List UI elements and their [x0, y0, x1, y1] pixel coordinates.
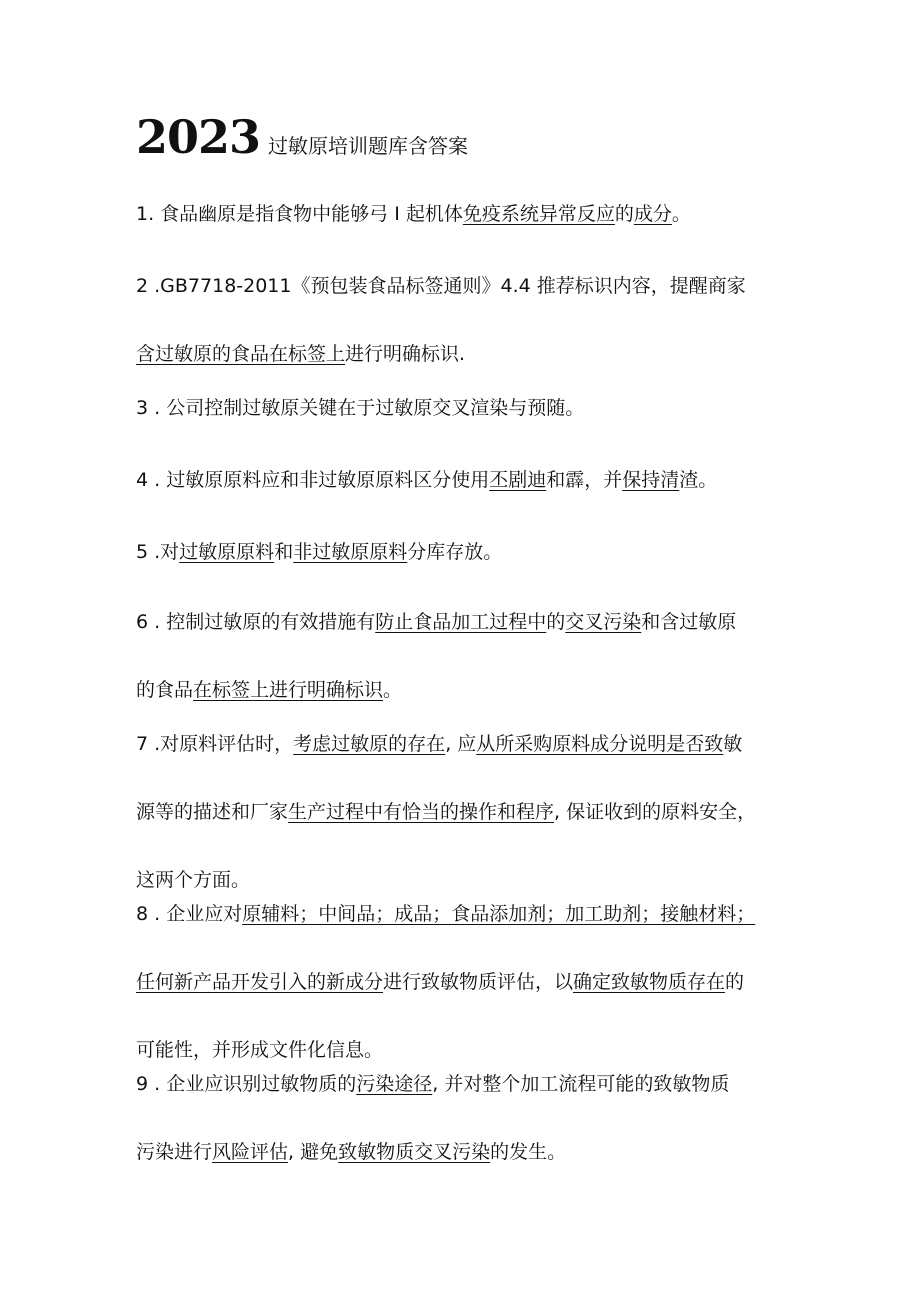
- question-5-line-1: [136, 518, 816, 586]
- text-run: 和: [274, 541, 294, 563]
- question-6: [136, 588, 816, 724]
- text-run: 进行致敏物质评估，以: [383, 971, 574, 993]
- question-1-line-1: [136, 180, 816, 248]
- text-run: 的发生。: [490, 1141, 567, 1163]
- answer-run: 防止食品加工过程中: [375, 611, 547, 633]
- answer-run: 过敏原原料: [179, 541, 275, 563]
- question-8-line-2: [136, 948, 816, 1016]
- text-run: , 避免: [288, 1141, 339, 1163]
- text-run: 8 . 企业应对: [136, 903, 243, 925]
- question-2-line-1: [136, 252, 816, 320]
- answer-run: 成分: [633, 203, 672, 225]
- answer-run: 任何新产品开发引入的新成分: [136, 971, 384, 993]
- text-run: 分库存放。: [407, 541, 503, 563]
- answer-run: 交叉污染: [565, 611, 642, 633]
- question-1: [136, 180, 816, 248]
- text-run: 敏: [723, 733, 743, 755]
- text-run: 的: [614, 203, 634, 225]
- answer-run: 从所采购原料成分说明是否致: [476, 733, 724, 755]
- text-run: 4 . 过敏原原料应和非过敏原原料区分使用: [136, 469, 490, 491]
- answer-run: 风险评估: [212, 1141, 289, 1163]
- question-7-line-2: [136, 778, 816, 846]
- document-title: [136, 110, 468, 164]
- answer-run: 确定致敏物质存在: [573, 971, 726, 993]
- question-7-line-1: [136, 710, 816, 778]
- question-2: [136, 252, 816, 388]
- text-run: 。: [671, 203, 691, 225]
- question-3: [136, 374, 816, 442]
- question-4-line-1: [136, 446, 816, 514]
- answer-run: 免疫系统异常反应: [462, 203, 615, 225]
- text-run: 的: [546, 611, 566, 633]
- question-8-line-1: [136, 880, 816, 948]
- text-run: 这两个方面。: [136, 869, 251, 891]
- text-run: , 应: [445, 733, 477, 755]
- text-run: 6 . 控制过敏原的有效措施有: [136, 611, 376, 633]
- text-run: 可能性，并形成文件化信息。: [136, 1039, 384, 1061]
- question-9: [136, 1050, 816, 1186]
- text-run: 7 .对原料评估时，: [136, 733, 294, 755]
- question-9-line-1: [136, 1050, 816, 1118]
- text-run: 5 .对: [136, 541, 180, 563]
- text-run: 的食品: [136, 679, 194, 701]
- text-run: 和霹，并: [546, 469, 623, 491]
- title-text: 过敏原培训题库含答案: [268, 134, 469, 158]
- answer-run: 生产过程中有恰当的操作和程序: [288, 801, 555, 823]
- answer-run: 致敏物质交叉污染: [338, 1141, 491, 1163]
- answer-run: 原辅料；中间品；成品；食品添加剂；加工助剂；接触材料；: [242, 903, 756, 925]
- text-run: 和含过敏原: [641, 611, 737, 633]
- title-year: 2023: [136, 110, 261, 164]
- answer-run: 丕剧迪: [489, 469, 547, 491]
- text-run: 9 . 企业应识别过敏物质的: [136, 1073, 357, 1095]
- answer-run: 在标签上进行明确标识: [193, 679, 384, 701]
- text-run: 污染进行: [136, 1141, 213, 1163]
- text-run: 进行明确标识.: [345, 343, 466, 365]
- text-run: 渣。: [679, 469, 718, 491]
- text-run: , 并对整个加工流程可能的致敏物质: [432, 1073, 730, 1095]
- answer-run: 污染途径: [356, 1073, 433, 1095]
- text-run: 1. 食品幽原是指食物中能够弓 I 起机体: [136, 203, 463, 225]
- text-run: 3 . 公司控制过敏原关键在于过敏原交叉渲染与预随。: [136, 397, 585, 419]
- text-run: 源等的描述和厂家: [136, 801, 289, 823]
- text-run: 的: [725, 971, 745, 993]
- answer-run: 考虑过敏原的存在: [293, 733, 446, 755]
- answer-run: 保持清: [622, 469, 680, 491]
- answer-run: 含过敏原的食品在标签上: [136, 343, 346, 365]
- question-3-line-1: [136, 374, 816, 442]
- question-5: [136, 518, 816, 586]
- text-run: 2 .GB7718-2011《预包装食品标签通则》4.4 推荐标识内容，提醒商家: [136, 275, 746, 297]
- question-9-line-2: [136, 1118, 816, 1186]
- text-run: , 保证收到的原料安全，: [554, 801, 757, 823]
- question-6-line-1: [136, 588, 816, 656]
- answer-run: 非过敏原原料: [293, 541, 408, 563]
- question-4: [136, 446, 816, 514]
- text-run: 。: [383, 679, 403, 701]
